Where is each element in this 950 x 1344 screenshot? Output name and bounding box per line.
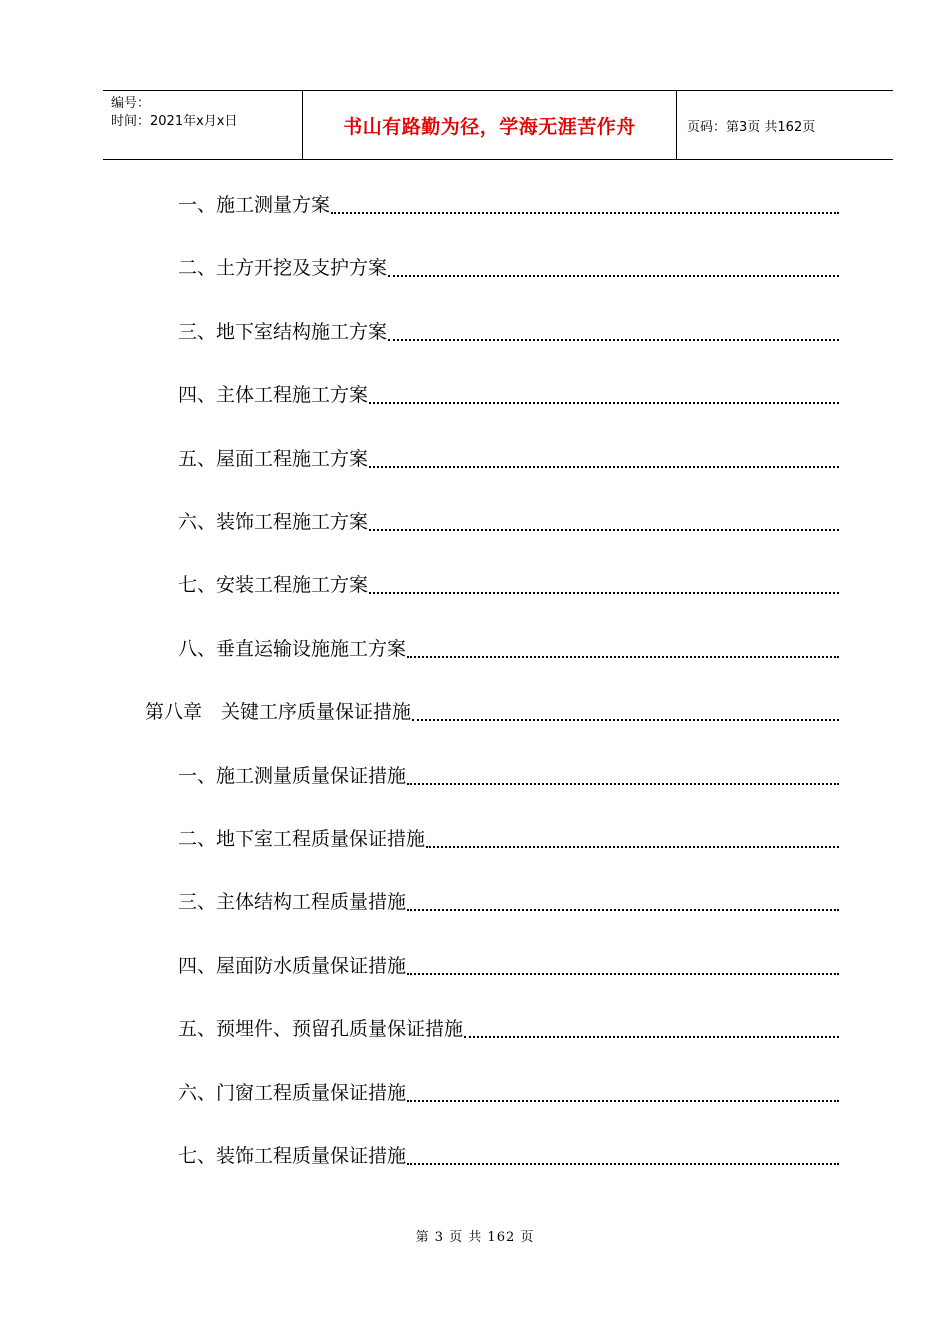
toc-entry-label: 五、预埋件、预留孔质量保证措施 [178,1018,464,1040]
toc-entry[interactable] [178,1141,839,1171]
toc-dot-leader [407,909,839,911]
toc-entry-label: 四、主体工程施工方案 [178,384,369,406]
header-page-label: 页码：第3页 共162页 [687,119,816,135]
toc-entry[interactable] [178,887,839,917]
toc-dot-leader [388,339,839,341]
document-time-label: 时间：2021年x月x日 [111,114,238,129]
toc-entry[interactable] [178,570,839,600]
toc-dot-leader [407,783,839,785]
toc-dot-leader [331,212,839,214]
toc-entry-label: 四、屋面防水质量保证措施 [178,955,407,977]
toc-entry-label: 一、施工测量方案 [178,194,331,216]
toc-dot-leader [412,719,839,721]
toc-entry[interactable] [178,253,839,283]
toc-dot-leader [369,592,839,594]
toc-dot-leader [369,466,839,468]
toc-entry[interactable] [178,1078,839,1108]
toc-entry-label: 二、土方开挖及支护方案 [178,257,388,279]
toc-entry[interactable] [178,761,839,791]
toc-entry-label: 七、安装工程施工方案 [178,574,369,596]
toc-entry[interactable] [178,380,839,410]
toc-dot-leader [407,1163,839,1165]
toc-entry-label: 八、垂直运输设施施工方案 [178,638,407,660]
toc-entry-label: 三、地下室结构施工方案 [178,321,388,343]
page-footer: 第 3 页 共 162 页 [415,1230,535,1245]
toc-dot-leader [407,656,839,658]
toc-entry-label: 六、装饰工程施工方案 [178,511,369,533]
toc-entry[interactable] [145,697,839,727]
toc-entry-label: 五、屋面工程施工方案 [178,448,369,470]
toc-dot-leader [407,1100,839,1102]
toc-dot-leader [426,846,839,848]
toc-entry-label: 第八章 关键工序质量保证措施 [145,701,412,723]
toc-entry[interactable] [178,824,839,854]
toc-entry-label: 一、施工测量质量保证措施 [178,765,407,787]
toc-dot-leader [388,275,839,277]
toc-dot-leader [464,1036,839,1038]
document-number-label: 编号： [111,96,151,111]
toc-entry[interactable] [178,634,839,664]
toc-entry[interactable] [178,507,839,537]
toc-entry[interactable] [178,190,839,220]
toc-entry[interactable] [178,444,839,474]
toc-entry-label: 二、地下室工程质量保证措施 [178,828,426,850]
toc-entry[interactable] [178,317,839,347]
header-motto: 书山有路勤为径，学海无涯苦作舟 [303,91,677,159]
toc-dot-leader [369,402,839,404]
page-header [103,90,893,160]
toc-dot-leader [407,973,839,975]
toc-entry[interactable] [178,1014,839,1044]
toc-entry-label: 七、装饰工程质量保证措施 [178,1145,407,1167]
toc-entry-label: 三、主体结构工程质量措施 [178,891,407,913]
header-meta [103,91,303,159]
toc-entry[interactable] [178,951,839,981]
toc-entry-label: 六、门窗工程质量保证措施 [178,1082,407,1104]
toc-dot-leader [369,529,839,531]
